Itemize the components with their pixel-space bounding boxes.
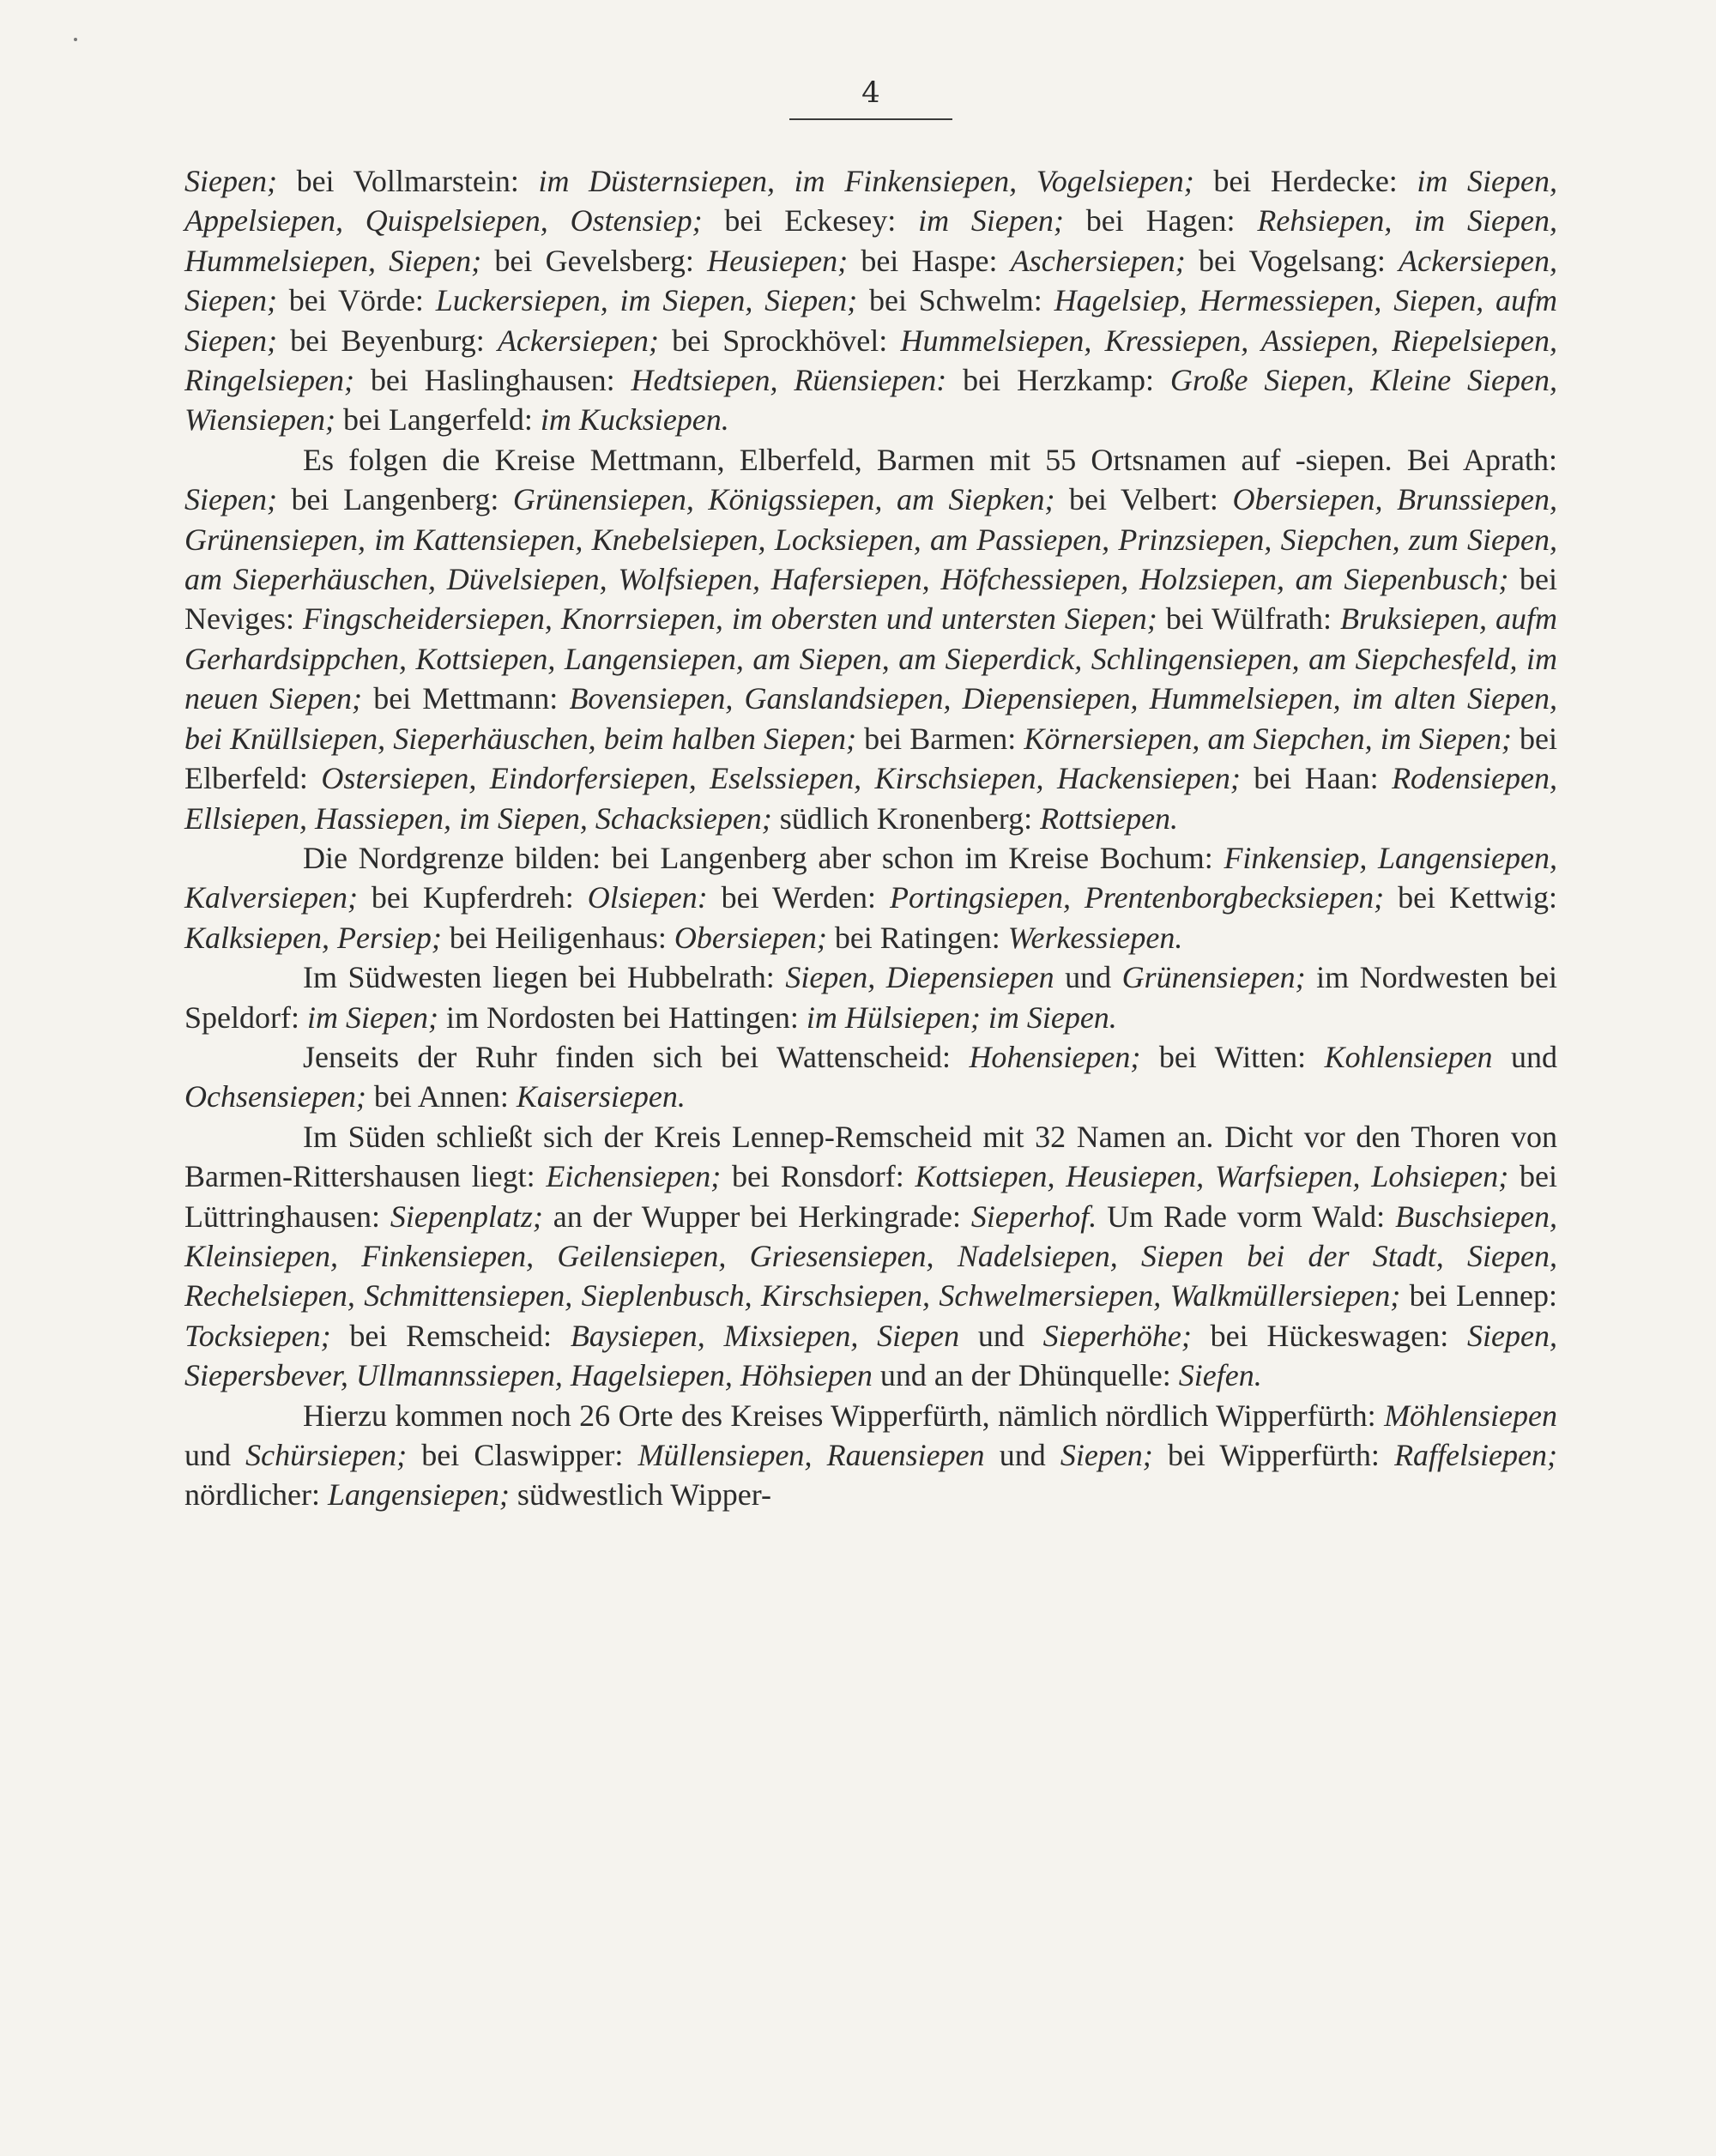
text-run: bei Herzkamp: xyxy=(946,363,1170,398)
text-run: bei Vollmarstein: xyxy=(276,164,539,198)
text-run: bei Elberfeld: xyxy=(184,721,1557,796)
place-name-run: Kottsiepen, Heusiepen, Warfsiepen, Lohsiepen; xyxy=(915,1159,1509,1194)
text-run: an der Wupper bei Herkingrade: xyxy=(542,1199,971,1234)
text-run: und xyxy=(984,1438,1060,1472)
place-name-run: im Siepen; xyxy=(918,203,1064,239)
place-name-run: Obersiepen, Brunssiepen, Grünensiepen, im Kattensiepen, Knebelsiepen, Locksiepen, am Passiepen, Prinzsiepen, Siepchen, zum Siepen, am Sieperhäuschen, Düvelsiepen, Wolfsiepen, Hafersiepen, Höfchessiepen, Holzsiepen, am Siepenbusch; xyxy=(184,482,1557,597)
place-name-run: Körnersiepen, am Siepchen, im Siepen; xyxy=(1024,721,1512,756)
text-run: südlich Kronenberg: xyxy=(771,800,1041,836)
place-name-run: Ostersiepen, Eindorfersiepen, Eselssiepen, Kirschsiepen, Hackensiepen; xyxy=(321,761,1241,796)
paragraph xyxy=(184,1037,1557,1117)
place-name-run: Siepen; xyxy=(1060,1438,1153,1472)
text-run: bei Vogelsang: xyxy=(1185,243,1399,278)
text-run: bei Langerfeld: xyxy=(335,402,541,438)
place-name-run: im Siepen; xyxy=(306,999,438,1035)
text-run: bei Wülfrath: xyxy=(1157,601,1341,637)
place-name-run: Heusiepen; xyxy=(707,243,849,278)
place-name-run: Sieperhöhe; xyxy=(1042,1318,1192,1353)
text-run: im Nordwesten bei Speldorf: xyxy=(184,960,1558,1035)
paragraph xyxy=(184,161,1557,440)
text-run: bei Werden: xyxy=(707,880,890,915)
place-name-run: Sieperhof. xyxy=(970,1199,1097,1234)
text-run: Im Süden schließt sich der Kreis Lennep-Remscheid mit 32 Namen an. Dicht vor den Thoren von Barmen-Rittershausen liegt: xyxy=(184,1119,1557,1194)
text-run: bei Schwelm: xyxy=(857,283,1054,318)
text-run: bei Annen: xyxy=(366,1079,517,1114)
text-run: und xyxy=(1054,960,1122,995)
place-name-run: Fingscheidersiepen, Knorrsiepen, im obersten und untersten Siepen; xyxy=(302,601,1157,637)
text-run: bei Lennep: xyxy=(1400,1278,1558,1314)
text-run: und xyxy=(959,1318,1043,1353)
text-run: und xyxy=(184,1438,246,1472)
text-run: Im Südwesten liegen bei Hubbelrath: xyxy=(303,960,786,995)
paragraph xyxy=(184,440,1557,838)
paragraph xyxy=(184,838,1557,957)
text-run: bei Haan: xyxy=(1240,761,1393,796)
place-name-run: Rottsiepen. xyxy=(1040,800,1179,836)
text-run: Es folgen die Kreise Mettmann, Elberfeld, Barmen mit 55 Ortsnamen auf -siepen. Bei Aprath: xyxy=(303,442,1557,477)
place-name-run: Eichensiepen; xyxy=(546,1159,722,1194)
text-run: bei Beyenburg: xyxy=(276,323,498,358)
text-run: bei Haspe: xyxy=(848,243,1011,278)
paragraph xyxy=(184,1117,1557,1396)
place-name-run: Ochsensiepen; xyxy=(184,1079,366,1114)
place-name-run: im Kucksiepen. xyxy=(540,402,729,438)
text-run: bei Gevelsberg: xyxy=(481,243,708,278)
text-run: bei Vörde: xyxy=(276,283,436,318)
place-name-run: Hedtsiepen, Rüensiepen: xyxy=(631,363,947,398)
place-name-run: Bruksiepen, aufm Gerhardsippchen, Kottsiepen, Langensiepen, am Siepen, am Sieperdick, Schlingensiepen, am Siepchesfeld, im neuen Siepen; xyxy=(184,601,1557,716)
text-run: Die Nordgrenze bilden: bei Langenberg aber schon im Kreise Bochum: xyxy=(303,840,1224,875)
place-name-run: Hagelsiep, Hermessiepen, Siepen, aufm Siepen; xyxy=(184,283,1557,358)
place-name-run: Kaisersiepen. xyxy=(516,1079,686,1114)
place-name-run: im Düsternsiepen, im Finkensiepen, Vogelsiepen; xyxy=(538,164,1194,198)
place-name-run: Langensiepen; xyxy=(327,1477,510,1513)
text-run: bei Barmen: xyxy=(855,721,1024,756)
place-name-run: Rehsiepen, im Siepen, Hummelsiepen, Siepen; xyxy=(184,203,1557,278)
place-name-run: Werkessiepen. xyxy=(1007,920,1183,955)
place-name-run: Hohensiepen; xyxy=(969,1039,1141,1074)
place-name-run: Buschsiepen, Kleinsiepen, Finkensiepen, Geilensiepen, Griesensiepen, Nadelsiepen, Siepen bei der Stadt, Siepen, Rechelsiepen, Schmittensiepen, Sieplenbusch, Kirschsiepen, Schwelmersiepen, Walkmüllersiepen; xyxy=(184,1199,1558,1314)
place-name-run: Kalksiepen, Persiep; xyxy=(184,920,442,955)
text-run: bei Velbert: xyxy=(1054,482,1233,517)
text-run: Hierzu kommen noch 26 Orte des Kreises Wipperfürth, nämlich nördlich Wipperfürth: xyxy=(303,1398,1385,1433)
place-name-run: Olsiepen: xyxy=(587,880,708,915)
text-run: Um Rade vorm Wald: xyxy=(1097,1199,1396,1234)
place-name-run: Baysiepen, Mixsiepen, Siepen xyxy=(570,1318,960,1353)
place-name-run: Große Siepen, Kleine Siepen, Wiensiepen; xyxy=(184,363,1558,438)
place-name-run: Müllensiepen, Rauensiepen xyxy=(637,1438,985,1472)
text-run: bei Kupferdreh: xyxy=(357,880,588,915)
text-run: bei Hückeswagen: xyxy=(1191,1318,1468,1353)
body-text xyxy=(184,161,1557,1515)
text-run: bei Ratingen: xyxy=(826,920,1008,955)
place-name-run: Ackersiepen, Siepen; xyxy=(184,243,1557,318)
text-run: und xyxy=(1492,1039,1558,1074)
text-run: im Nordosten bei Hattingen: xyxy=(438,999,807,1035)
text-run: bei Neviges: xyxy=(184,562,1557,637)
text-run: bei Heiligenhaus: xyxy=(441,920,674,955)
place-name-run: Kohlensiepen xyxy=(1324,1039,1493,1074)
place-name-run: Aschersiepen; xyxy=(1010,243,1186,278)
page-number: 4 xyxy=(789,75,952,120)
paragraph xyxy=(184,1396,1557,1515)
text-run: südwestlich Wipper- xyxy=(509,1477,772,1513)
text-run: bei Lüttringhausen: xyxy=(184,1159,1557,1234)
paragraph xyxy=(184,957,1557,1037)
text-run: bei Kettwig: xyxy=(1384,880,1557,915)
text-run: bei Hagen: xyxy=(1063,203,1258,239)
place-name-run: Luckersiepen, im Siepen, Siepen; xyxy=(435,283,858,318)
place-name-run: im Hülsiepen; im Siepen. xyxy=(806,999,1117,1035)
place-name-run: Obersiepen; xyxy=(674,920,827,955)
text-run: bei Wipperfürth: xyxy=(1152,1438,1395,1472)
paper-speck xyxy=(74,38,77,41)
text-run: bei Eckesey: xyxy=(702,203,919,239)
place-name-run: Hummelsiepen, Kressiepen, Assiepen, Riepelsiepen, Ringelsiepen; xyxy=(184,323,1557,398)
place-name-run: Grünensiepen; xyxy=(1121,960,1306,995)
place-name-run: Schürsiepen; xyxy=(245,1438,408,1472)
text-run: Jenseits der Ruhr finden sich bei Wattenscheid: xyxy=(303,1039,970,1074)
text-run: bei Sprockhövel: xyxy=(658,323,901,358)
place-name-run: Finkensiep, Langensiepen, Kalversiepen; xyxy=(184,840,1557,915)
place-name-run: Siepen, Siepersbever, Ullmannssiepen, Hagelsiepen, Höhsiepen xyxy=(184,1318,1557,1393)
text-run: bei Mettmann: xyxy=(362,681,570,716)
text-run: und an der Dhünquelle: xyxy=(872,1358,1179,1393)
place-name-run: Raffelsiepen; xyxy=(1394,1438,1557,1472)
place-name-run: Bovensiepen, Ganslandsiepen, Diepensiepen, Hummelsiepen, im alten Siepen, bei Knüllsiepen, Sieperhäuschen, beim halben Siepen; xyxy=(184,681,1557,756)
place-name-run: Tocksiepen; xyxy=(184,1318,331,1353)
place-name-run: Möhlensiepen xyxy=(1384,1398,1557,1433)
place-name-run: Siepenplatz; xyxy=(390,1199,543,1234)
place-name-run: Siepen, Diepensiepen xyxy=(785,960,1054,995)
text-run: bei Langenberg: xyxy=(276,482,513,517)
place-name-run: Siepen; xyxy=(184,482,277,517)
text-run: bei Herdecke: xyxy=(1193,164,1417,198)
text-run: bei Remscheid: xyxy=(330,1318,571,1353)
place-name-run: Siefen. xyxy=(1178,1358,1262,1393)
place-name-run: Grünensiepen, Königssiepen, am Siepken; xyxy=(512,482,1055,517)
place-name-run: Ackersiepen; xyxy=(497,323,659,358)
text-run: nördlicher: xyxy=(184,1477,328,1513)
place-name-run: Rodensiepen, Ellsiepen, Hassiepen, im Siepen, Schacksiepen; xyxy=(184,761,1557,836)
text-run: bei Ronsdorf: xyxy=(721,1159,915,1194)
text-run: bei Haslinghausen: xyxy=(353,363,631,398)
text-run: bei Claswipper: xyxy=(407,1438,638,1472)
place-name-run: Siepen; xyxy=(184,164,277,198)
place-name-run: im Siepen, Appelsiepen, Quispelsiepen, Ostensiep; xyxy=(184,164,1557,239)
place-name-run: Portingsiepen, Prentenborgbecksiepen; xyxy=(889,880,1385,915)
text-run: bei Witten: xyxy=(1140,1039,1325,1074)
